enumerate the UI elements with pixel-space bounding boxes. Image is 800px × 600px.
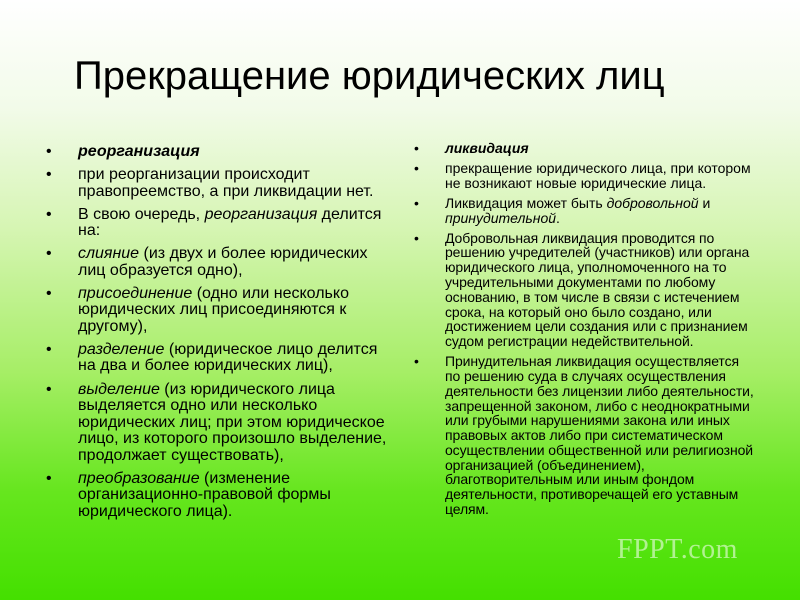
list-item: [78, 207, 388, 240]
left-bullet-list: [78, 144, 388, 527]
list-item: [78, 246, 388, 279]
list-item-text: и: [698, 194, 711, 211]
list-item-term: выделение: [78, 380, 160, 398]
list-item-text: Ликвидация может быть: [445, 194, 607, 211]
list-item-text: прекращение юридического лица, при котором не возникают новые юридические лица.: [445, 159, 751, 191]
list-item-term: разделение: [78, 340, 165, 358]
list-item-term: присоединение: [78, 284, 193, 302]
list-item-term: добровольной: [606, 194, 699, 211]
list-item-term: слияние: [78, 245, 140, 263]
list-item-text: Принудительная ликвидация осуществляется по решению суда в случаях осуществления деятельности без лицензии либо деятельности, запрещенной законом, либо с неоднократными или грубыми нарушениями закона или иных правовых актов либо при систематическом осуществлении общественной или религиозной организацией (объединением), благотворительным или иным фондом деятельности, противоречащей его уставным целям.: [445, 353, 754, 518]
list-item: [78, 144, 388, 161]
list-item: [78, 382, 388, 465]
list-item-text: делится на:: [78, 205, 382, 240]
list-item-text: (юридическое лицо делится на два и более юридических лиц),: [78, 340, 378, 375]
list-item-term: принудительной: [445, 209, 557, 226]
list-item: [78, 286, 388, 336]
slide-title: Прекращение юридических лиц: [74, 54, 665, 98]
list-item: [445, 354, 757, 517]
list-item-text: .: [556, 209, 560, 226]
list-item-text: (из юридического лица выделяется одно или несколько юридических лиц; при этом юридическое лицо, из которого произошло выделение, продолжает существовать),: [78, 380, 387, 464]
list-item: [445, 161, 757, 191]
list-item: [445, 141, 757, 156]
liquidation-heading: ликвидация: [445, 140, 529, 156]
watermark: FPPT.com: [617, 534, 738, 565]
list-item: [445, 231, 757, 349]
reorganization-heading: реорганизация: [78, 143, 200, 160]
list-item: [78, 167, 388, 200]
list-item-text: Добровольная ликвидация проводится по решению учредителей (участников) или органа юридического лица, уполномоченного на то учредительными документами по любому основанию, в том числе в связи с истечением срока, на который оно было создано, или достижением цели создания или с признанием судом регистрации недействительной.: [445, 229, 750, 350]
list-item: [78, 342, 388, 375]
list-item-text: (из двух и более юридических лиц образуется одно),: [78, 245, 368, 279]
list-item-term: преобразование: [78, 469, 200, 487]
list-item-text: (одно или несколько юридических лиц присоединяются к другому),: [78, 284, 349, 335]
list-item-text: В свою очередь,: [78, 205, 205, 223]
list-item: [445, 196, 757, 226]
list-item: [78, 471, 388, 521]
list-item-text: при реорганизации происходит правопреемство, а при ликвидации нет.: [78, 166, 374, 200]
list-item-text: (изменение организационно-правовой формы юридического лица).: [78, 469, 331, 520]
right-bullet-list: [445, 141, 757, 522]
list-item-term: реорганизация: [204, 205, 318, 223]
